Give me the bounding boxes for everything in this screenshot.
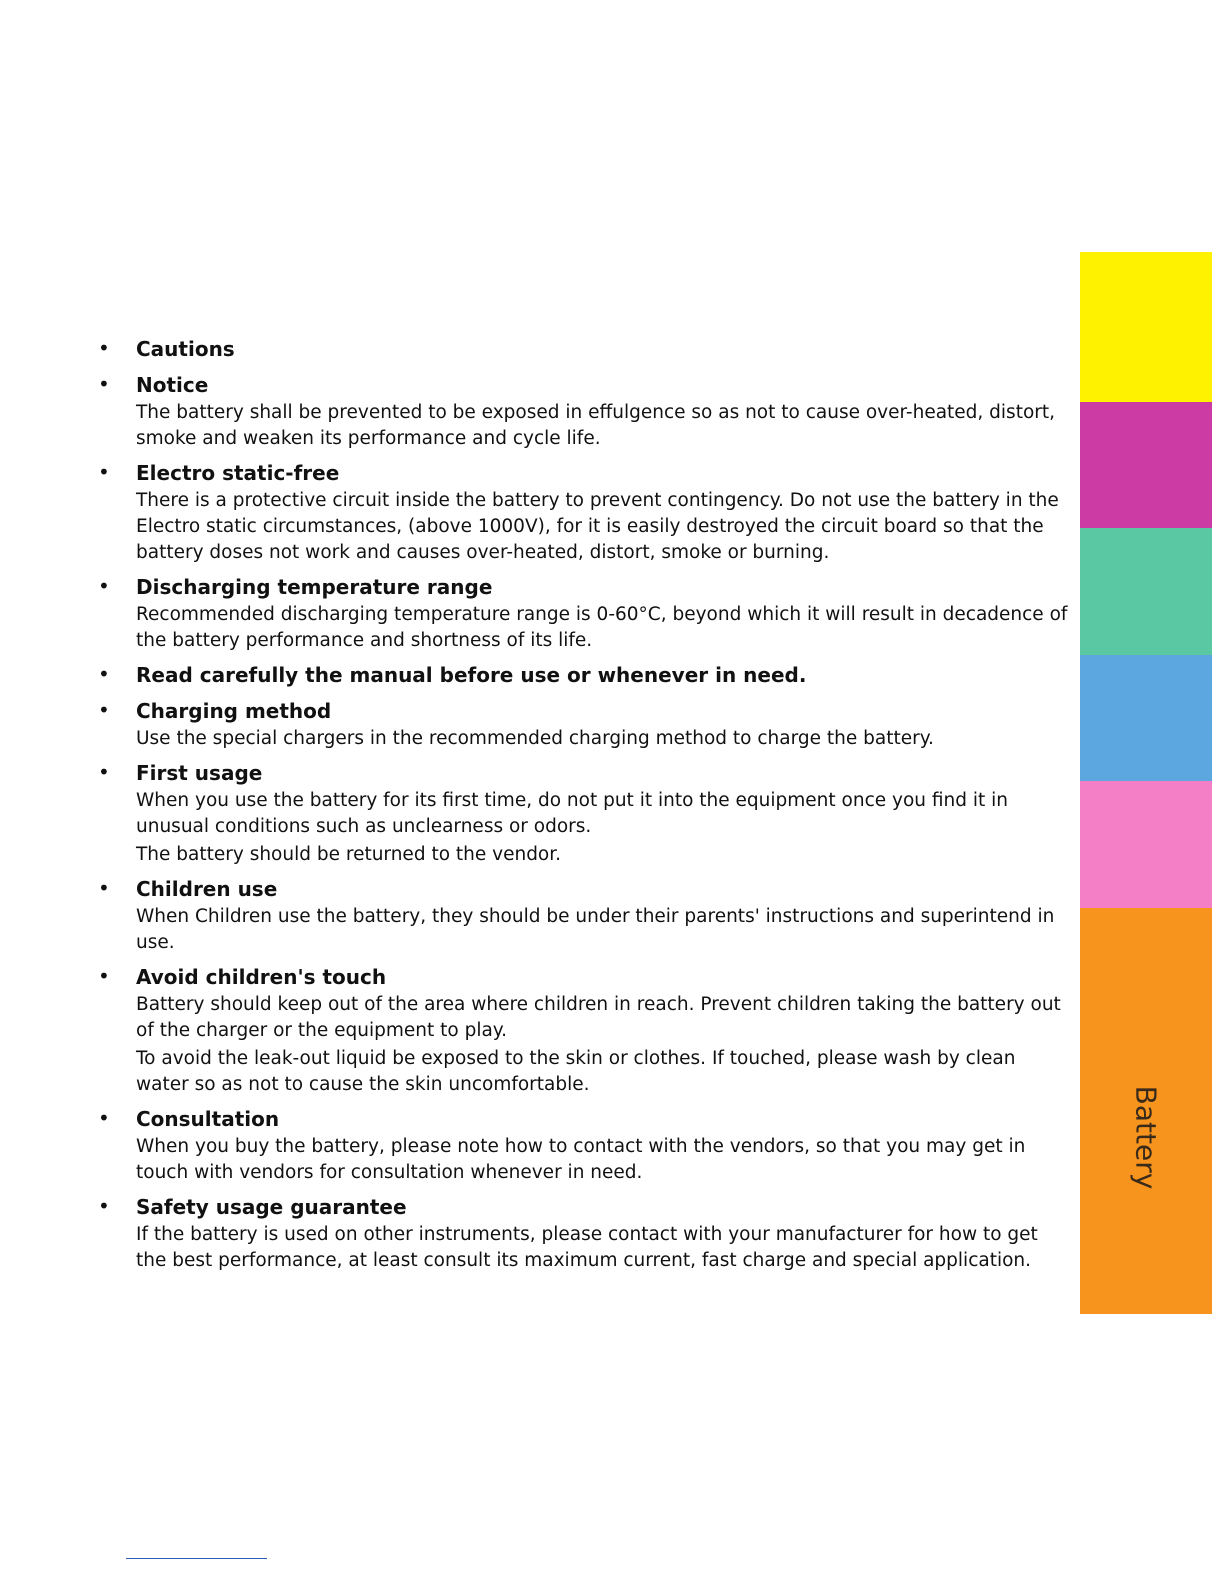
section-text: To avoid the leak-out liquid be exposed to the skin or clothes. If touched, please wash by clean water so as not to cause the skin uncomfortable.	[136, 1048, 1016, 1095]
tab-blue[interactable]	[1080, 655, 1212, 781]
list-item	[98, 370, 1068, 452]
bullet: •	[98, 460, 110, 484]
bullet: •	[98, 662, 110, 686]
section-heading: Read carefully the manual before use or whenever in need.	[136, 663, 807, 687]
section-text: Use the special chargers in the recommended charging method to charge the battery.	[136, 728, 934, 749]
section-text: There is a protective circuit inside the battery to prevent contingency. Do not use the battery in the Electro static circumstances, (above 1000V), for it is easily destroyed the circuit board so that the battery doses not work and causes over-heated, distort, smoke or burning.	[136, 490, 1059, 563]
bullet: •	[98, 964, 110, 988]
list-item	[98, 458, 1068, 566]
tab-pink[interactable]	[1080, 781, 1212, 908]
list-item	[98, 660, 1068, 690]
section-text: When you use the battery for its first time, do not put it into the equipment once you find it in unusual conditions such as unclearness or odors.	[136, 790, 1009, 837]
bullet: •	[98, 876, 110, 900]
section-text: Battery should keep out of the area where children in reach. Prevent children taking the battery out of the charger or the equipment to play.	[136, 994, 1061, 1041]
section-text: When you buy the battery, please note how to contact with the vendors, so that you may get in touch with vendors for consultation whenever in need.	[136, 1136, 1026, 1183]
tab-yellow[interactable]	[1080, 252, 1212, 402]
section-text: When Children use the battery, they should be under their parents' instructions and superintend in use.	[136, 906, 1055, 953]
section-tabs	[1080, 252, 1212, 1314]
section-heading: Consultation	[136, 1107, 280, 1131]
footer-rule	[126, 1558, 267, 1559]
tab-battery-label: Battery	[1129, 1085, 1163, 1189]
list-item	[98, 1192, 1068, 1274]
section-text: Recommended discharging temperature range is 0-60°C, beyond which it will result in decadence of the battery performance and shortness of its life.	[136, 604, 1068, 651]
bullet: •	[98, 698, 110, 722]
list-item	[98, 758, 1068, 868]
section-text: The battery should be returned to the vendor.	[136, 844, 562, 865]
section-heading: Charging method	[136, 699, 332, 723]
section-text: If the battery is used on other instruments, please contact with your manufacturer for how to get the best performance, at least consult its maximum current, fast charge and special application.	[136, 1224, 1038, 1271]
section-heading: Discharging temperature range	[136, 575, 493, 599]
bullet: •	[98, 1194, 110, 1218]
list-item	[98, 874, 1068, 956]
list-item	[98, 1104, 1068, 1186]
bullet: •	[98, 760, 110, 784]
list-item	[98, 334, 1068, 364]
section-text: The battery shall be prevented to be exposed in effulgence so as not to cause over-heated, distort, smoke and weaken its performance and cycle life.	[136, 402, 1056, 449]
bullet: •	[98, 336, 110, 360]
list-item	[98, 962, 1068, 1098]
section-heading: Children use	[136, 877, 278, 901]
list-item	[98, 696, 1068, 752]
section-heading: Avoid children's touch	[136, 965, 387, 989]
bullet: •	[98, 1106, 110, 1130]
section-heading: Cautions	[136, 337, 235, 361]
section-heading: Electro static-free	[136, 461, 340, 485]
bullet: •	[98, 372, 110, 396]
list-item	[98, 572, 1068, 654]
section-heading: First usage	[136, 761, 263, 785]
bullet: •	[98, 574, 110, 598]
section-heading: Safety usage guarantee	[136, 1195, 407, 1219]
tab-magenta[interactable]	[1080, 402, 1212, 528]
section-heading: Notice	[136, 373, 209, 397]
tab-green[interactable]	[1080, 528, 1212, 655]
caution-list	[98, 334, 1068, 1280]
tab-battery[interactable]	[1080, 908, 1212, 1314]
